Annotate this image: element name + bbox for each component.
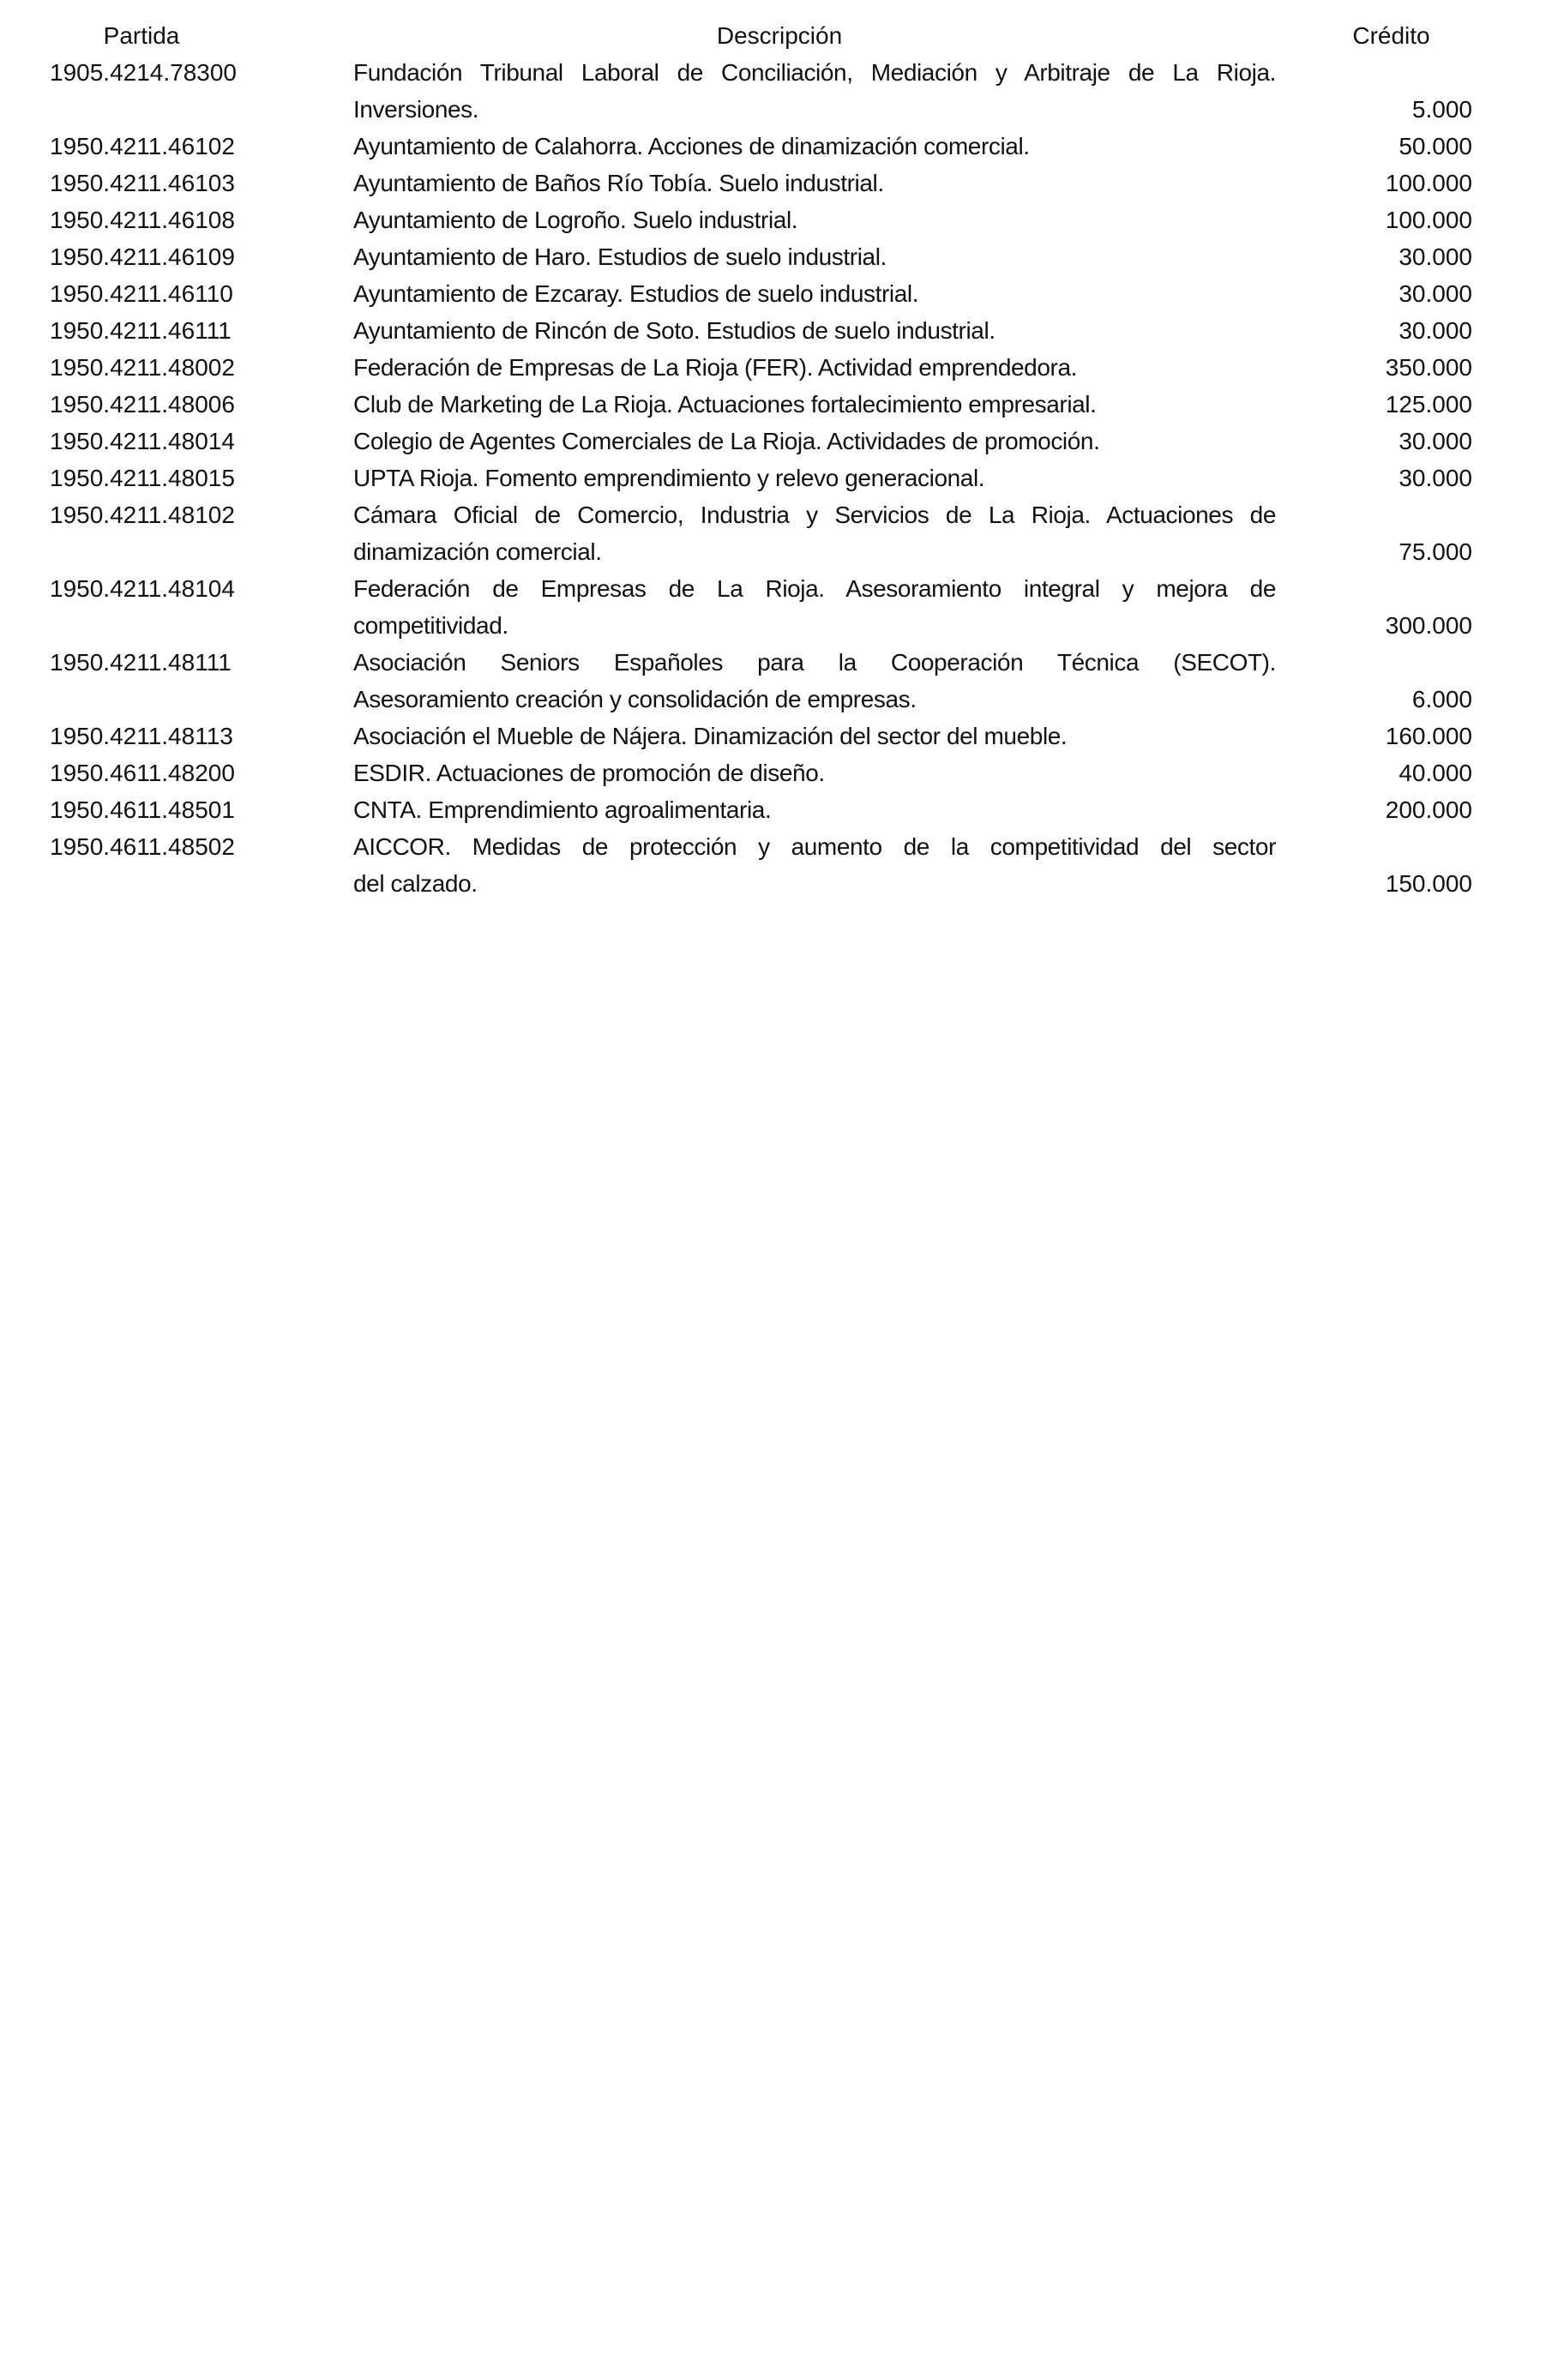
- table-row: [0, 754, 1546, 791]
- descripcion-line: Ayuntamiento de Rincón de Soto. Estudios de suelo industrial.: [353, 317, 996, 344]
- header-partida: [0, 17, 283, 54]
- partida-cell: 1950.4211.46109: [50, 243, 235, 270]
- credito-cell: 30.000: [1399, 280, 1472, 307]
- descripcion-line: Colegio de Agentes Comerciales de La Rioja. Actividades de promoción.: [353, 428, 1100, 454]
- partida-cell: 1950.4611.48200: [50, 760, 235, 786]
- descripcion-line: AICCOR. Medidas de protección y aumento de la competitividad del sector: [353, 833, 1276, 860]
- partida-cell: 1950.4211.48104: [50, 575, 235, 602]
- credito-cell: 350.000: [1385, 354, 1472, 381]
- partida-cell: 1950.4211.48015: [50, 465, 235, 491]
- table-row: [0, 570, 1546, 644]
- descripcion-line: Fundación Tribunal Laboral de Conciliación, Mediación y Arbitraje de La Rioja.: [353, 59, 1276, 86]
- descripcion-line: Asociación el Mueble de Nájera. Dinamización del sector del mueble.: [353, 723, 1068, 749]
- descripcion-cell: [353, 386, 1276, 423]
- credito-cell: 200.000: [1385, 796, 1472, 823]
- partida-cell: 1950.4211.46103: [50, 170, 235, 196]
- descripcion-line: UPTA Rioja. Fomento emprendimiento y relevo generacional.: [353, 465, 985, 491]
- table-row: [0, 201, 1546, 238]
- descripcion-line: Federación de Empresas de La Rioja (FER). Actividad emprendedora.: [353, 354, 1077, 381]
- descripcion-cell: [353, 165, 1276, 201]
- credito-cell: 30.000: [1399, 428, 1472, 454]
- partida-cell: 1950.4611.48502: [50, 833, 235, 860]
- descripcion-cell: [353, 718, 1276, 754]
- table-row: [0, 718, 1546, 754]
- partida-cell: 1905.4214.78300: [50, 59, 237, 86]
- table-row: [0, 128, 1546, 165]
- descripcion-cell: [353, 460, 1276, 496]
- credito-cell: 125.000: [1385, 391, 1472, 418]
- descripcion-cell: [353, 54, 1276, 128]
- table-row: [0, 460, 1546, 496]
- credito-cell: 30.000: [1399, 243, 1472, 270]
- credito-cell: 6.000: [1411, 686, 1472, 712]
- table-row: [0, 828, 1546, 902]
- header-partida-label: Partida: [103, 22, 180, 49]
- descripcion-cell: [353, 238, 1276, 275]
- table-row: [0, 312, 1546, 349]
- descripcion-cell: [353, 312, 1276, 349]
- credito-cell: 100.000: [1385, 170, 1472, 196]
- descripcion-cell: [353, 754, 1276, 791]
- table-row: [0, 386, 1546, 423]
- partida-cell: 1950.4211.48006: [50, 391, 235, 418]
- partida-cell: 1950.4211.46102: [50, 133, 235, 159]
- descripcion-cell: [353, 423, 1276, 460]
- table-body: [0, 54, 1546, 902]
- partida-cell: 1950.4211.46111: [50, 317, 232, 344]
- descripcion-cell: [353, 275, 1276, 312]
- credito-cell: 75.000: [1399, 538, 1472, 565]
- descripcion-line: Asesoramiento creación y consolidación de empresas.: [353, 686, 917, 712]
- partida-cell: 1950.4211.48002: [50, 354, 235, 381]
- partida-cell: 1950.4611.48501: [50, 796, 235, 823]
- descripcion-line: Ayuntamiento de Ezcaray. Estudios de suelo industrial.: [353, 280, 919, 307]
- budget-table: [0, 17, 1546, 902]
- credito-cell: 5.000: [1411, 96, 1472, 123]
- table-row: [0, 238, 1546, 275]
- descripcion-cell: [353, 128, 1276, 165]
- descripcion-cell: [353, 349, 1276, 386]
- descripcion-line: Federación de Empresas de La Rioja. Asesoramiento integral y mejora de: [353, 575, 1276, 602]
- descripcion-line: Asociación Seniors Españoles para la Cooperación Técnica (SECOT).: [353, 649, 1276, 676]
- credito-cell: 150.000: [1385, 870, 1472, 897]
- descripcion-line: ESDIR. Actuaciones de promoción de diseño.: [353, 760, 825, 786]
- partida-cell: 1950.4211.48111: [50, 649, 232, 676]
- descripcion-line: del calzado.: [353, 870, 478, 897]
- table-row: [0, 165, 1546, 201]
- partida-cell: 1950.4211.48102: [50, 502, 235, 528]
- header-descripcion: Descripción: [716, 22, 843, 49]
- credito-cell: 300.000: [1385, 612, 1472, 639]
- descripcion-line: Cámara Oficial de Comercio, Industria y Servicios de La Rioja. Actuaciones de: [353, 502, 1276, 528]
- partida-cell: 1950.4211.48014: [50, 428, 235, 454]
- descripcion-line: Club de Marketing de La Rioja. Actuaciones fortalecimiento empresarial.: [353, 391, 1097, 418]
- descripcion-line: Ayuntamiento de Logroño. Suelo industrial.: [353, 207, 798, 233]
- descripcion-cell: [353, 791, 1276, 828]
- table-row: [0, 423, 1546, 460]
- descripcion-cell: [353, 570, 1276, 644]
- table-row: [0, 644, 1546, 718]
- partida-cell: 1950.4211.48113: [50, 723, 233, 749]
- partida-cell: 1950.4211.46108: [50, 207, 235, 233]
- partida-cell: 1950.4211.46110: [50, 280, 233, 307]
- descripcion-cell: [353, 496, 1276, 570]
- table-row: [0, 791, 1546, 828]
- descripcion-line: Inversiones.: [353, 96, 479, 123]
- credito-cell: 50.000: [1399, 133, 1472, 159]
- descripcion-line: Ayuntamiento de Baños Río Tobía. Suelo industrial.: [353, 170, 884, 196]
- credito-cell: 40.000: [1399, 760, 1472, 786]
- credito-cell: 30.000: [1399, 317, 1472, 344]
- header-credito: Crédito: [1352, 22, 1430, 49]
- descripcion-cell: [353, 828, 1276, 902]
- table-row: [0, 496, 1546, 570]
- table-row: [0, 349, 1546, 386]
- descripcion-cell: [353, 644, 1276, 718]
- descripcion-cell: [353, 201, 1276, 238]
- descripcion-line: competitividad.: [353, 612, 508, 639]
- table-row: [0, 54, 1546, 128]
- table-header: [0, 17, 1546, 54]
- descripcion-line: Ayuntamiento de Haro. Estudios de suelo industrial.: [353, 243, 887, 270]
- credito-cell: 30.000: [1399, 465, 1472, 491]
- credito-cell: 100.000: [1385, 207, 1472, 233]
- descripcion-line: Ayuntamiento de Calahorra. Acciones de dinamización comercial.: [353, 133, 1030, 159]
- descripcion-line: CNTA. Emprendimiento agroalimentaria.: [353, 796, 772, 823]
- credito-cell: 160.000: [1385, 723, 1472, 749]
- table-row: [0, 275, 1546, 312]
- descripcion-line: dinamización comercial.: [353, 538, 602, 565]
